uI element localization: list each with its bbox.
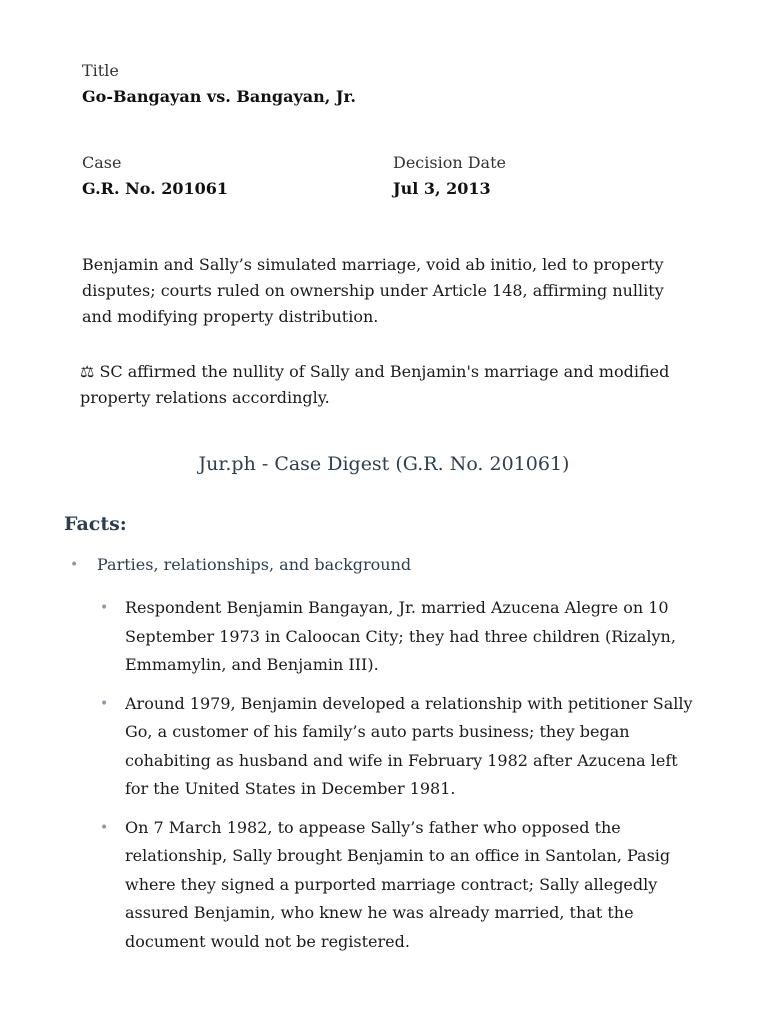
decision-date-block [393, 152, 506, 200]
list-item [100, 594, 700, 680]
fact-text: On 7 March 1982, to appease Sally’s father who opposed the relationship, Sally brought Benjamin to an office in Santolan, Pasig where they signed a purported marriage contract; Sally allegedly assured Benjamin, who knew he was already married, that the document would not be registered. [125, 817, 671, 951]
digest-heading: Jur.ph - Case Digest (G.R. No. 201061) [198, 453, 570, 475]
title-label: Title [82, 61, 119, 80]
ruling-text: SC affirmed the nullity of Sally and Benjamin's marriage and modified property relations accordingly. [80, 362, 670, 407]
fact-text: Around 1979, Benjamin developed a relationship with petitioner Sally Go, a customer of his family’s auto parts business; they began cohabiting as husband and wife in February 1982 after Azucena left for the United States in December 1981. [125, 693, 693, 798]
bullet-icon: • [100, 695, 109, 712]
decision-date: Jul 3, 2013 [393, 179, 491, 198]
facts-topic-list [70, 552, 710, 578]
bullet-icon: • [70, 557, 79, 573]
list-item [100, 814, 700, 957]
case-label: Case [82, 153, 122, 172]
ruling-summary [80, 359, 692, 411]
case-number: G.R. No. 201061 [82, 179, 229, 198]
case-number-block [82, 152, 228, 200]
list-item [100, 690, 700, 804]
case-title: Go-Bangayan vs. Bangayan, Jr. [82, 87, 356, 106]
decision-date-label: Decision Date [393, 153, 506, 172]
facts-topic: Parties, relationships, and background [97, 555, 412, 574]
scales-icon: ⚖ [80, 362, 95, 381]
facts-detail-list [100, 594, 700, 966]
facts-heading: Facts: [64, 513, 127, 535]
title-block [82, 60, 356, 108]
fact-text: Respondent Benjamin Bangayan, Jr. married Azucena Alegre on 10 September 1973 in Caloocan City; they had three children (Rizalyn, Emmamylin, and Benjamin III). [125, 598, 676, 674]
bullet-icon: • [100, 819, 109, 836]
case-summary: Benjamin and Sally’s simulated marriage, void ab initio, led to property disputes; courts ruled on ownership under Article 148, affirming nullity and modifying property distribution. [82, 255, 664, 326]
list-item [70, 552, 710, 578]
bullet-icon: • [100, 600, 109, 616]
